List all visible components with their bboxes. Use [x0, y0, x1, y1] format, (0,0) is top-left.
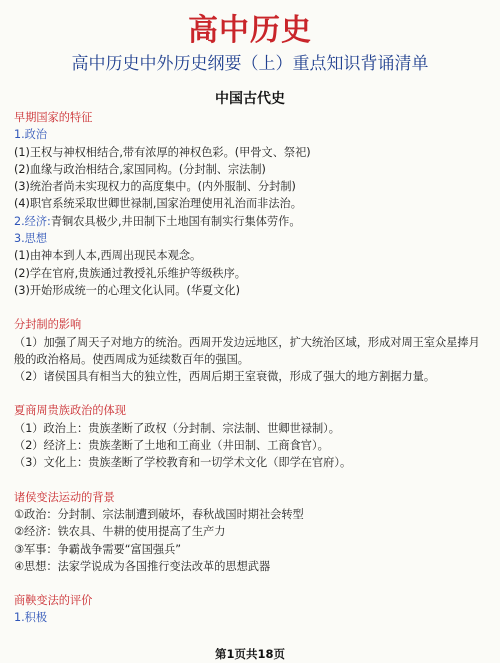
list-item: （2）诸侯国具有相当大的独立性，西周后期王室衰微，形成了强大的地方割据力量。 — [14, 370, 436, 384]
section-gap — [14, 299, 484, 316]
section-gap — [14, 575, 484, 592]
list-item: (2)血缘与政治相结合,家国同构。(分封制、宗法制) — [14, 162, 266, 176]
list-item: （3）文化上：贵族垄断了学校教育和一切学术文化（即学在官府）。 — [14, 456, 352, 470]
page-subtitle: 高中历史中外历史纲要（上）重点知识背诵清单 — [71, 54, 429, 74]
page-footer: 第1页共18页 — [214, 647, 285, 661]
content-section — [14, 109, 484, 299]
item-label: 1.积极 — [14, 611, 48, 625]
list-item: (1)王权与神权相结合,带有浓厚的神权色彩。(甲骨文、祭祀) — [14, 145, 311, 159]
list-item: (2)学在官府,贵族通过教授礼乐维护等级秩序。 — [14, 266, 246, 280]
list-item: (4)职官系统采取世卿世禄制,国家治理使用礼治而非法治。 — [14, 197, 302, 211]
list-item: （2）经济上：贵族垄断了土地和工商业（井田制、工商食官）。 — [14, 439, 329, 453]
list-item: (3)开始形成统一的心理文化认同。(华夏文化) — [14, 283, 240, 297]
page-title: 高中历史 — [188, 13, 312, 48]
subsection-heading: 早期国家的特征 — [14, 111, 93, 124]
content-section — [14, 489, 484, 575]
subsection-heading: 诸侯变法运动的背景 — [14, 490, 115, 504]
list-item — [14, 609, 484, 626]
subsection-heading: 分封制的影响 — [14, 318, 82, 332]
list-item: （1）政治上：贵族垄断了政权（分封制、宗法制、世卿世禄制）。 — [14, 421, 340, 435]
content-section — [14, 592, 484, 627]
list-item: ①政治：分封制、宗法制遭到破坏，春秋战国时期社会转型 — [14, 507, 304, 521]
section-heading: 中国古代史 — [215, 91, 285, 107]
list-item — [14, 126, 484, 143]
subsection-heading: 商鞅变法的评价 — [14, 594, 93, 608]
content-section — [14, 316, 484, 385]
list-item: ③军事：争霸战争需要“富国强兵” — [14, 542, 182, 556]
item-label: 3.思想 — [14, 232, 48, 246]
list-item: (3)统治者尚未实现权力的高度集中。(内外服制、分封制) — [14, 180, 296, 194]
list-item: ②经济：铁农具、牛耕的使用提高了生产力 — [14, 525, 226, 539]
list-item: ④思想：法家学说成为各国推行变法改革的思想武器 — [14, 559, 271, 573]
document-body — [14, 109, 484, 627]
item-label: 2.经济: — [14, 214, 51, 228]
section-gap — [14, 472, 484, 489]
list-item: (1)由神本到人本,西周出现民本观念。 — [14, 249, 202, 263]
content-section — [14, 402, 484, 471]
section-gap — [14, 385, 484, 402]
list-item — [14, 213, 484, 230]
list-item — [14, 230, 484, 247]
list-item: （1）加强了周天子对地方的统治。西周开发边远地区，扩大统治区域，形成对周王室众星捧月般的政治格局。使西周成为延续数百年的强国。 — [14, 335, 480, 366]
item-text: 青铜农具极少,井田制下土地国有制实行集体劳作。 — [50, 214, 301, 228]
subsection-heading: 夏商周贵族政治的体现 — [14, 404, 126, 418]
item-label: 1.政治 — [14, 128, 48, 142]
